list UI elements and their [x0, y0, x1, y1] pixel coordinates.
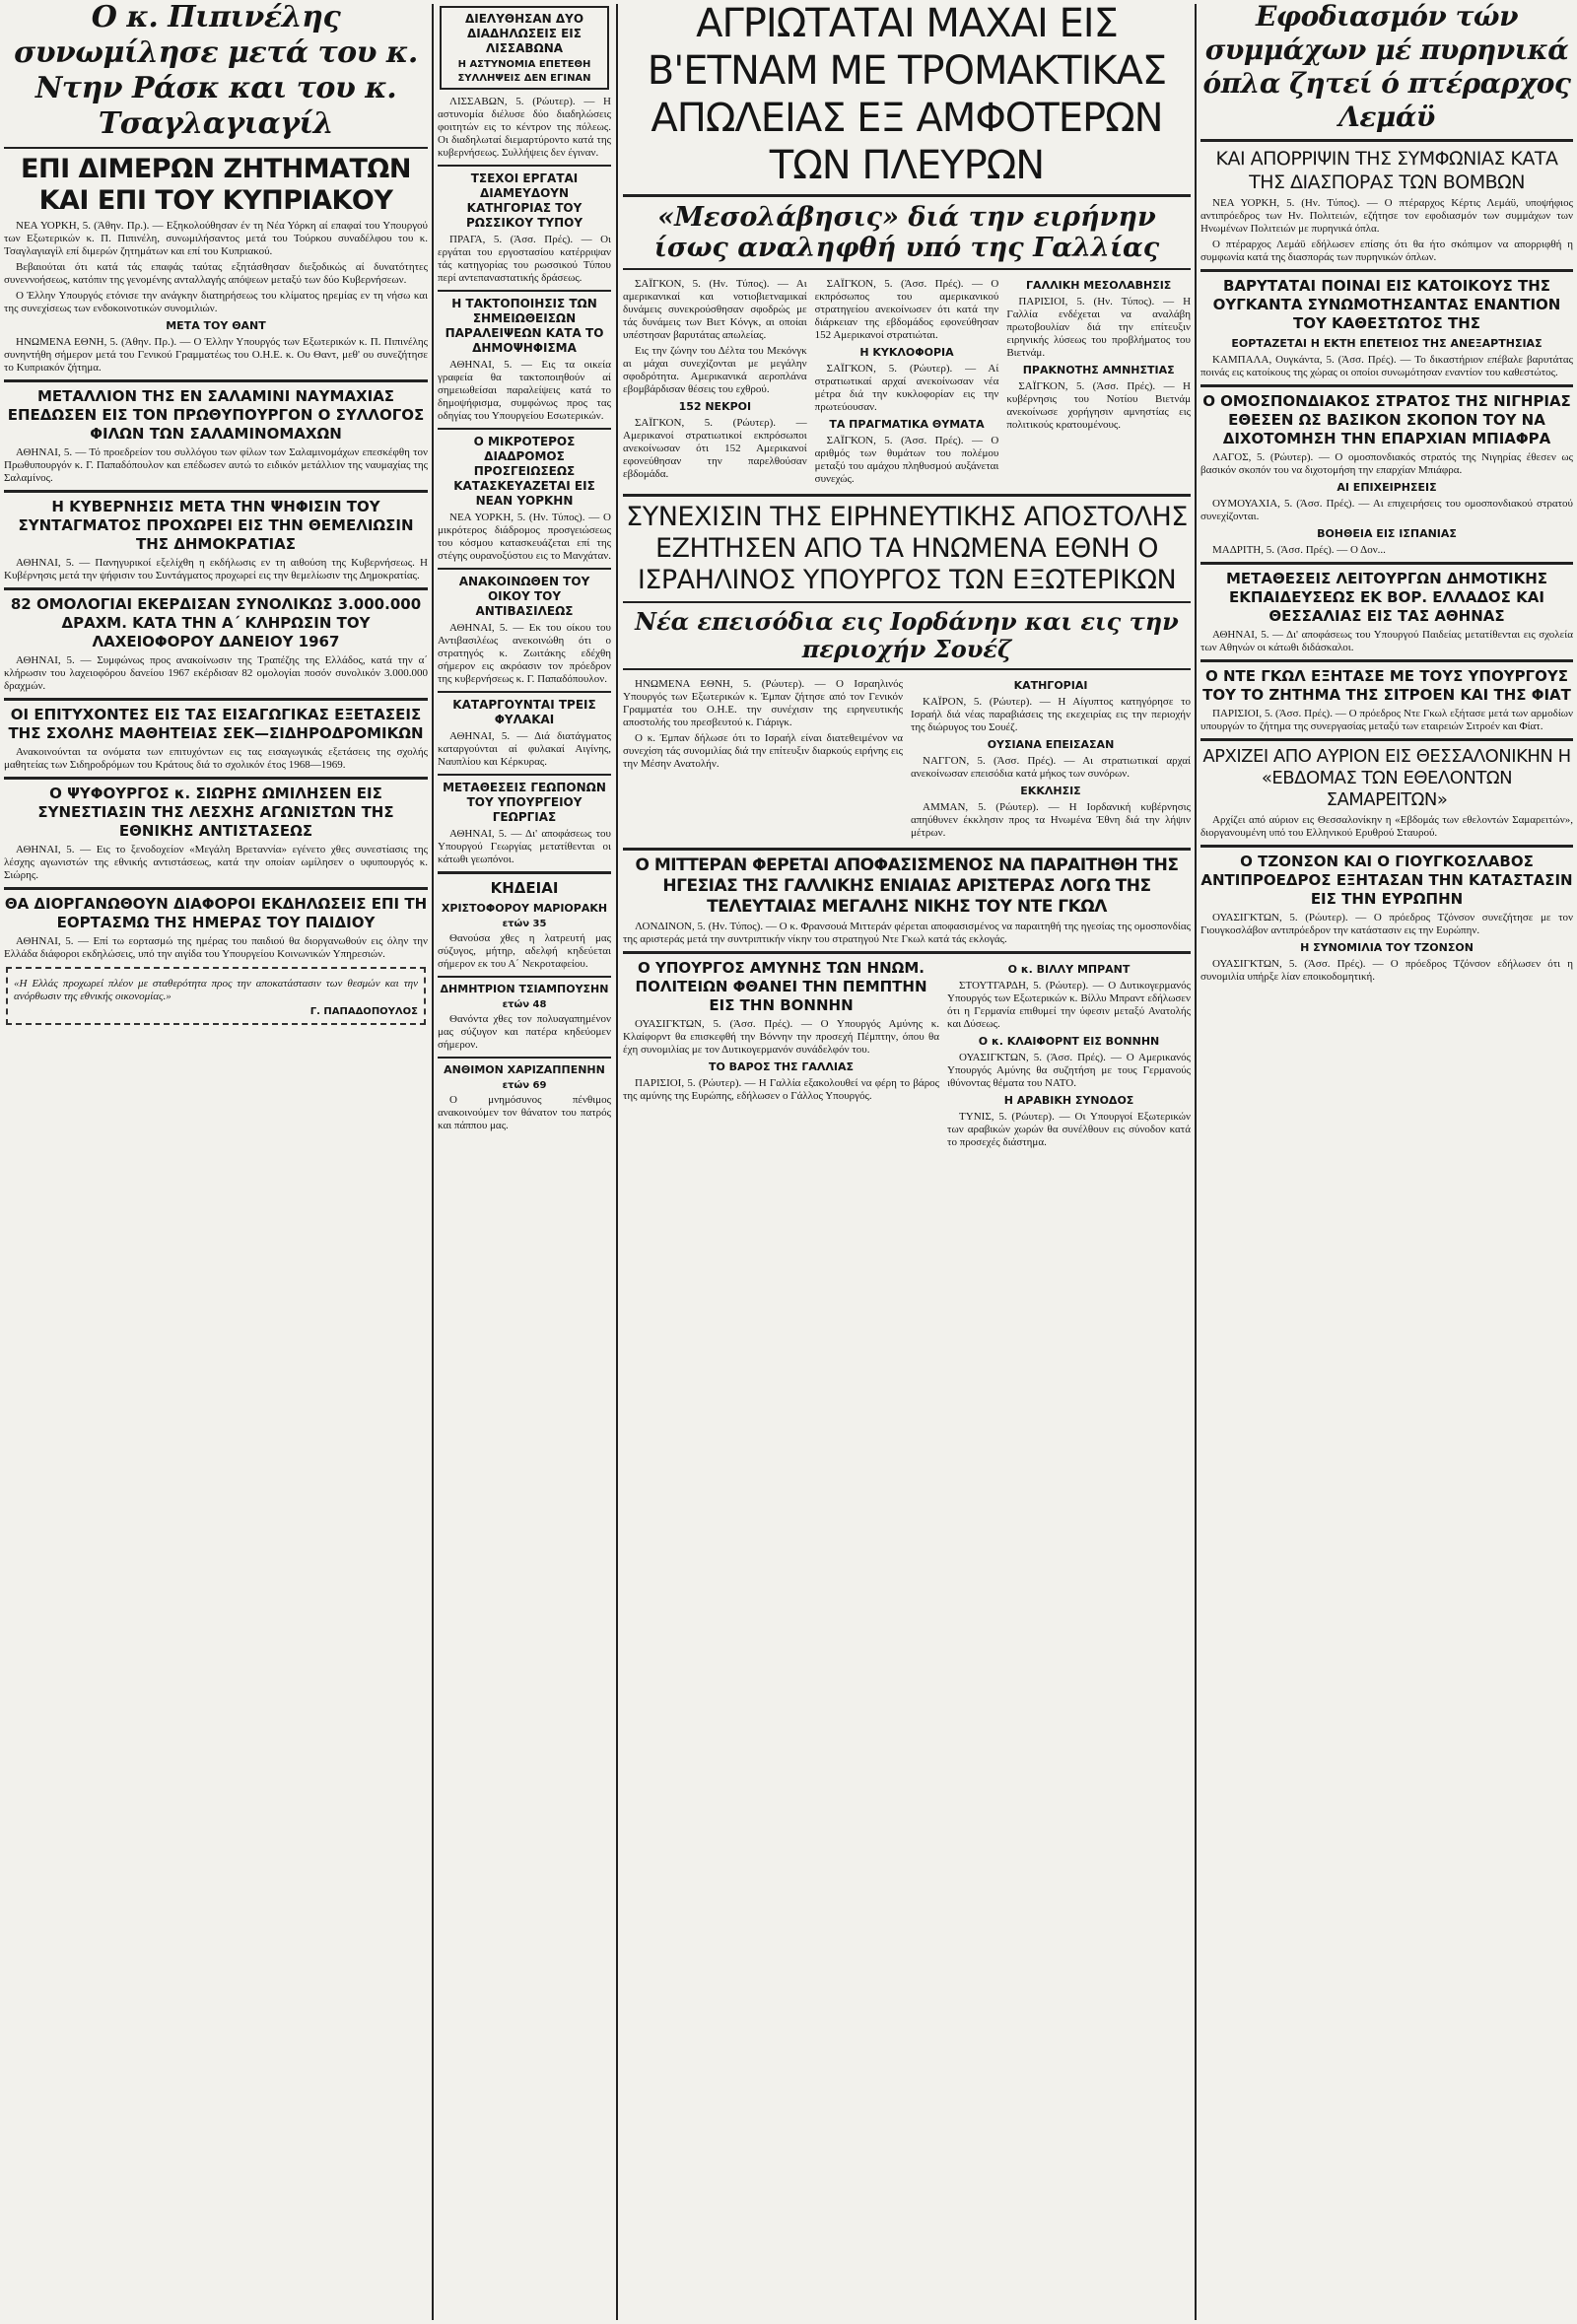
article-text: ΝΑΓΓΟΝ, 5. (Άσσ. Πρές). — Αι στρατιωτικαί αρχαί ανεκοίνωσαν επεισόδια κατά μήκος των συνόρων. [911, 755, 1191, 780]
article-text: ΣΑΪΓΚΟΝ, 5. (Ρώυτερ). — Αί στρατιωτικαί αρχαί ανεκοίνωσαν νέα μέτρα διά την κυκλοφορίαν εις την πρωτεύουσαν. [814, 363, 999, 413]
column-1 [4, 0, 428, 2324]
article-text: ΤΥΝΙΣ, 5. (Ρώυτερ). — Οι Υπουργοί Εξωτερικών των αραβικών χωρών θα συνέλθουν εις σύνοδον κατά το προσεχές διάστημα. [947, 1111, 1191, 1148]
section-subhead: Η ΚΥΚΛΟΦΟΡΙΑ [859, 346, 954, 359]
lower-article-columns [623, 959, 1191, 1152]
section-subhead: ΟΥΣΙΑΝΑ ΕΠΕΙΣΑΣΑΝ [987, 738, 1115, 751]
section-subhead: Ο κ. ΒΙΛΛΥ ΜΠΡΑΝΤ [1007, 963, 1131, 976]
headline-tito: Ο ΤΖΟΝΣΟΝ ΚΑΙ Ο ΓΙΟΥΓΚΟΣΛΑΒΟΣ ΑΝΤΙΠΡΟΕΔΡΟΣ ΕΞΗΤΑΣΑΝ ΤΗΝ ΚΑΤΑΣΤΑΣΙΝ ΕΙΣ ΤΗΝ ΕΥΡΩΠΗΝ [1200, 853, 1573, 908]
article-text: ΟΥΑΣΙΓΚΤΩΝ, 5. (Άσσ. Πρές). — Ο Αμερικανός Υπουργός Αμύνης θα συζητήση με τους Γερμανούς ιθύνοντας θέματα του ΝΑΤΟ. [947, 1052, 1191, 1089]
article-text: Βεβαιούται ότι κατά τάς επαφάς ταύτας εξητάσθησαν διεξοδικώς αί δυνατότητες συνεννοήσεως, κατόπιν της γενομένης ανταλλαγής απόψεων μεταξύ των δύο Κυβερνήσεων. [4, 261, 428, 286]
obituary-name: ΔΗΜΗΤΡΙΟΝ ΤΣΙΑΜΠΟΥΣΗΝ [440, 983, 609, 995]
article-text: ΣΑΪΓΚΟΝ, 5. (Ρώυτερ). — Αμερικανοί στρατιωτικοί εκπρόσωποι ανεκοίνωσαν ότι 152 Αμερικανοί εφονεύθησαν την παρελθούσαν εβδομάδα. [623, 417, 807, 480]
subheadline-israel: Νέα επεισόδια εις Ιορδάνην και εις την περιοχήν Σουέζ [635, 607, 1179, 663]
vietnam-col-a [623, 275, 807, 489]
headline-fylakai: ΚΑΤΑΡΓΟΥΝΤΑΙ ΤΡΕΙΣ ΦΥΛΑΚΑΙ [452, 698, 596, 726]
headline-ergates: ΤΣΕΧΟΙ ΕΡΓΑΤΑΙ ΔΙΑΜΕΥΔΟΥΝ ΚΑΤΗΓΟΡΙΑΣ ΤΟΥ ΡΩΣΣΙΚΟΥ ΤΥΠΟΥ [465, 171, 583, 230]
section-subhead: ΤΟ ΒΑΡΟΣ ΤΗΣ ΓΑΛΛΙΑΣ [708, 1060, 855, 1073]
article-text: ΟΥΑΣΙΓΚΤΩΝ, 5. (Άσσ. Πρές). — Ο πρόεδρος Τζόνσον εδήλωσεν ότι η συνομιλία υπήρξε λίαν εποικοδομητική. [1200, 958, 1573, 983]
vietnam-col-c [1006, 275, 1191, 489]
article-text: ΑΘΗΝΑΙ, 5. — Δι' αποφάσεως του Υπουργού Γεωργίας μετατίθενται οι κάτωθι γεωπόνοι. [438, 828, 611, 865]
section-subhead: ΤΑ ΠΡΑΓΜΑΤΙΚΑ ΘΥΜΑΤΑ [829, 418, 985, 431]
section-subhead: ΜΕΤΑ ΤΟΥ ΘΑΝΤ [166, 319, 266, 332]
article-text: ΑΘΗΝΑΙ, 5. — Εις το ξενοδοχείον «Μεγάλη Βρεταννία» εγένετο χθες συνεστίασις της λέσχης αγωνιστών της εθνικής αντιστάσεως, κατά την οποίαν ωμίλησεν ο υφυπουργός κ. Σιώρης. [4, 844, 428, 881]
section-subhead: ΓΑΛΛΙΚΗ ΜΕΣΟΛΑΒΗΣΙΣ [1026, 279, 1172, 292]
headline-kyvernisis: Η ΚΥΒΕΡΝΗΣΙΣ ΜΕΤΑ ΤΗΝ ΨΗΦΙΣΙΝ ΤΟΥ ΣΥΝΤΑΓΜΑΤΟΣ ΠΡΟΧΩΡΕΙ ΕΙΣ ΤΗΝ ΘΕΜΕΛΙΩΣΙΝ ΤΗΣ ΔΗΜΟΚΡΑΤΙΑΣ [18, 498, 414, 553]
subheadline-vietnam: «Μεσολάβησις» διά την ειρήνην ίσως αναληφθή υπό της Γαλλίας [653, 202, 1160, 263]
israel-col-a [623, 675, 903, 843]
headline-omologies: 82 ΟΜΟΛΟΓΙΑΙ ΕΚΕΡΔΙΣΑΝ ΣΥΝΟΛΙΚΩΣ 3.000.000 ΔΡΑΧΜ. ΚΑΤΑ ΤΗΝ Α΄ ΚΛΗΡΩΣΙΝ ΤΟΥ ΛΑΧΕΙΟΦΟΡΟΥ ΔΑΝΕΙΟΥ 1967 [10, 595, 422, 650]
article-text: ΣΤΟΥΤΓΑΡΔΗ, 5. (Ρώυτερ). — Ο Δυτικογερμανός Υπουργός των Εξωτερικών κ. Βίλλυ Μπραντ εδήλωσεν ότι η Γερμανία επιθυμεί την ύφεσιν μεταξύ Ανατολής και Δύσεως. [947, 980, 1191, 1030]
article-text: ΚΑΪΡΟΝ, 5. (Ρώυτερ). — Η Αίγυπτος κατηγόρησε το Ισραήλ διά νέας παραβιάσεις της εκεχειρίας εις την περιοχήν της διώρυγος του Σουέζ. [911, 696, 1191, 733]
article-text: ΑΘΗΝΑΙ, 5. — Συμφώνως προς ανακοίνωσιν της Τραπέζης της Ελλάδος, κατά την α΄ κλήρωσιν του λαχειοφόρου δανείου 1967 εκέρδισαν 82 ομολογίαι ποσόν συνολικόν 3.000.000 δραχμών. [4, 654, 428, 692]
headline-taktopoihsis: Η ΤΑΚΤΟΠΟΙΗΣΙΣ ΤΩΝ ΣΗΜΕΙΩΘΕΙΣΩΝ ΠΑΡΑΛΕΙΨΕΩΝ ΚΑΤΑ ΤΟ ΔΗΜΟΨΗΦΙΣΜΑ [445, 297, 604, 355]
article-text: ΟΥΜΟΥΑΧΙΑ, 5. (Άσσ. Πρές). — Αι επιχειρήσεις του ομοσπονδιακού στρατού συνεχίζονται. [1200, 498, 1573, 522]
article-text: ΑΘΗΝΑΙ, 5. — Εις τα οικεία γραφεία θα τακτοποιηθούν αί σημειωθείσαι παραλείψεις κατά το δημοψήφισμα, συμφώνως προς τας οδηγίας του Υπουργείου Εσωτερικών. [438, 359, 611, 422]
headline-khdeiai: ΚΗΔΕΙΑΙ [490, 879, 559, 897]
article-text: ΣΑΪΓΚΟΝ, 5. (Άσσ. Πρές). — Η κυβέρνησις του Νοτίου Βιετνάμ ανεκοίνωσε χορήγησιν αμνηστίας εις πολιτικούς κρατουμένους. [1006, 380, 1191, 431]
headline-salamina: ΜΕΤΑΛΛΙΟΝ ΤΗΣ ΕΝ ΣΑΛΑΜΙΝΙ ΝΑΥΜΑΧΙΑΣ ΕΠΕΔΩΣΕΝ ΕΙΣ ΤΟΝ ΠΡΩΘΥΠΟΥΡΓΟΝ Ο ΣΥΛΛΟΓΟΣ ΦΙΛΩΝ ΤΩΝ ΣΑΛΑΜΙΝΟΜΑΧΩΝ [7, 387, 425, 443]
article-text: Ανακοινούνται τα ονόματα των επιτυχόντων εις τας εισαγωγικάς εξετάσεις της σχολής μαθητείας των Σιδηροδρόμων του Κράτους διά το σχολικόν έτος 1968—1969. [4, 746, 428, 771]
column-rule [1195, 4, 1197, 2320]
subheadline-lemay: ΚΑΙ ΑΠΟΡΡΙΨΙΝ ΤΗΣ ΣΥΜΦΩΝΙΑΣ ΚΑΤΑ ΤΗΣ ΔΙΑΣΠΟΡΑΣ ΤΩΝ ΒΟΜΒΩΝ [1215, 148, 1558, 193]
section-subhead: Ο κ. ΚΛΑΙΦΟΡΝΤ ΕΙΣ ΒΟΝΝΗΝ [978, 1035, 1160, 1048]
article-text: ΑΘΗΝΑΙ, 5. — Πανηγυρικοί εξελίχθη η εκδήλωσις εν τη αιθούση της Κυβερνήσεως. Η Κυβέρνησις μετά την ψήφισιν του Συντάγματος προχωρεί εις την θεμελίωσιν της Δημοκρατίας. [4, 557, 428, 581]
vietnam-article-columns [623, 275, 1191, 489]
headline-sioris: Ο ΨΥΦΟΥΡΓΟΣ κ. ΣΙΩΡΗΣ ΩΜΙΛΗΣΕΝ ΕΙΣ ΣΥΝΕΣΤΙΑΣΙΝ ΤΗΣ ΛΕΣΧΗΣ ΑΓΩΝΙΣΤΩΝ ΤΗΣ ΕΘΝΙΚΗΣ ΑΝΤΙΣΤΑΣΕΩΣ [37, 785, 394, 840]
column-rule [432, 4, 434, 2320]
headline-vietnam: ΑΓΡΙΩΤΑΤΑΙ ΜΑΧΑΙ ΕΙΣ Β'ΕΤΝΑΜ ΜΕ ΤΡΟΜΑΚΤΙΚΑΣ ΑΠΩΛΕΙΑΣ ΕΞ ΑΜΦΟΤΕΡΩΝ ΤΩΝ ΠΛΕΥΡΩΝ [647, 1, 1167, 188]
headline-pipinelis: Ο κ. Πιπινέλης συνωμίλησε μετά του κ. Ντην Ράσκ και του κ. Τσαγλαγιαγίλ [14, 0, 418, 141]
headline-israel: ΣΥΝΕΧΙΣΙΝ ΤΗΣ ΕΙΡΗΝΕΥΤΙΚΗΣ ΑΠΟΣΤΟΛΗΣ ΕΖΗΤΗΣΕΝ ΑΠΟ ΤΑ ΗΝΩΜΕΝΑ ΕΘΝΗ Ο ΙΣΡΑΗΛΙΝΟΣ ΥΠΟΥΡΓΟΣ ΤΩΝ ΕΞΩΤΕΡΙΚΩΝ [626, 502, 1188, 595]
headline-gkol: Ο ΝΤΕ ΓΚΩΛ ΕΞΗΤΑΣΕ ΜΕ ΤΟΥΣ ΥΠΟΥΡΓΟΥΣ ΤΟΥ ΤΟ ΖΗΤΗΜΑ ΤΗΣ ΣΙΤΡΟΕΝ ΚΑΙ ΤΗΣ ΦΙΑΤ [1202, 667, 1571, 704]
headline-lemay: Εφοδιασμόν τών συμμάχων μέ πυρηνικά όπλα ζητεί ό πτέραρχος Λεμάϋ [1202, 0, 1571, 133]
headline-scholeia: ΜΕΤΑΘΕΣΕΙΣ ΛΕΙΤΟΥΡΓΩΝ ΔΗΜΟΤΙΚΗΣ ΕΚΠΑΙΔΕΥΣΕΩΣ ΕΚ ΒΟΡ. ΕΛΛΑΔΟΣ ΚΑΙ ΘΕΣΣΑΛΙΑΣ ΕΙΣ ΤΑΣ ΑΘΗΝΑΣ [1226, 570, 1547, 625]
section-subhead: ΒΟΗΘΕΙΑ ΕΙΣ ΙΣΠΑΝΙΑΣ [1317, 527, 1457, 540]
quote-signature: Γ. ΠΑΠΑΔΟΠΟΥΛΟΣ [309, 1006, 418, 1017]
article-text: Ο πτέραρχος Λεμάϋ εδήλωσεν επίσης ότι θα ήτο σκόπιμον να απορριφθή η συμφωνία κατά της διασποράς των πυρηνικών όπλων. [1200, 239, 1573, 263]
article-text: ΠΑΡΙΣΙΟΙ, 5. (Άσσ. Πρές). — Ο πρόεδρος Ντε Γκωλ εξήτασε μετά των αρμοδίων υπουργών το ζήτημα της συνεργασίας μεταξύ των εταιρειών Σιτροέν και Φίατ. [1200, 708, 1573, 732]
article-text: ΝΕΑ ΥΟΡΚΗ, 5. (Άθην. Πρ.). — Εξηκολούθησαν έν τη Νέα Υόρκη αί επαφαί του Υπουργού των Εξωτερικών κ. Π. Πιπινέλη, συνωμιλήσαντος μετά του Τούρκου συναδέλφου του κ. Τσαγλαγιαγίλ επί διμερών ζητημάτων και επί του Κυπριακού. [4, 220, 428, 257]
subhead-oygkanta: ΕΟΡΤΑΖΕΤΑΙ Η ΕΚΤΗ ΕΠΕΤΕΙΟΣ ΤΗΣ ΑΝΕΞΑΡΤΗΣΙΑΣ [1231, 337, 1543, 350]
article-text: ΗΝΩΜΕΝΑ ΕΘΝΗ, 5. (Άθην. Πρ.). — Ο Έλλην Υπουργός των Εξωτερικών κ. Π. Πιπινέλης συνηντήθη σήμερον μετά του Γενικού Γραμματέως του Ο.Η.Ε. κ. Ου Θαντ, μεθ' ου συνεζήτησε το Κυπριακόν ζήτημα. [4, 336, 428, 374]
article-text: ΟΥΑΣΙΓΚΤΩΝ, 5. (Άσσ. Πρές). — Ο Υπουργός Αμύνης κ. Κλαίφορντ θα επισκεφθή την Βόννην την προσεχή Πέμπτην, όπου θα έχη συνομιλίας με τον Δυτικογερμανόν συνάδελφόν του. [623, 1018, 940, 1056]
section-subhead: ΑΙ ΕΠΙΧΕΙΡΗΣΕΙΣ [1337, 481, 1437, 494]
headline-diadromos: Ο ΜΙΚΡΟΤΕΡΟΣ ΔΙΑΔΡΟΜΟΣ ΠΡΟΣΓΕΙΩΣΕΩΣ ΚΑΤΑΣΚΕΥΑΖΕΤΑΙ ΕΙΣ ΝΕΑΝ ΥΟΡΚΗΝ [453, 435, 595, 508]
article-text: ΑΘΗΝΑΙ, 5. — Εκ του οίκου του Αντιβασιλέως ανεκοινώθη ότι ο στρατηγός κ. Ζωιτάκης εδέχθη σήμερον εις ακρόασιν τον πρόεδρον της κυβερνήσεως κ. Γ. Παπαδόπουλον. [438, 622, 611, 685]
column-2 [438, 0, 611, 2324]
article-text: ΛΟΝΔΙΝΟΝ, 5. (Ην. Τύπος). — Ο κ. Φρανσουά Μιττεράν φέρεται αποφασισμένος να παραιτηθή της ηγεσίας της ομοσπονδίας της αριστεράς μετά την συντριπτικήν νίκην του στρατηγού Ντε Γκωλ κατά τάς εκλογάς. [623, 921, 1191, 945]
lower-col-a [623, 959, 939, 1152]
obituary-age: ετών 69 [502, 1080, 547, 1091]
article-text: ΣΑΪΓΚΟΝ, 5. (Άσσ. Πρές). — Ο εκπρόσωπος του αμερικανικού στρατηγείου ανεκοίνωσεν ότι κατά την διάρκειαν της εβδομάδος εφονεύθησαν 152 Αμερικανοί στρατιώται. [814, 278, 999, 341]
section-subhead: ΚΑΤΗΓΟΡΙΑΙ [1013, 679, 1088, 692]
article-text: ΠΡΑΓΑ, 5. (Άσσ. Πρές). — Οι εργάται του εργοστασίου κατέρριψαν τάς κατηγορίας του ρωσσικού Τύπου περί αντεπαναστατικής δράσεως. [438, 234, 611, 284]
column-4 [1200, 0, 1573, 2324]
lower-col-b [947, 959, 1191, 1152]
section-subhead: 152 ΝΕΚΡΟΙ [678, 400, 752, 413]
section-subhead: ΠΡΑΚΝΟΤΗΣ ΑΜΝΗΣΤΙΑΣ [1022, 364, 1175, 376]
column-3 [623, 0, 1191, 2324]
israel-col-b [911, 675, 1191, 843]
article-text: ΣΑΪΓΚΟΝ, 5. (Άσσ. Πρές). — Ο αριθμός των θυμάτων του πολέμου μεταξύ του αμάχου πληθυσμού αυξάνεται συνεχώς. [814, 435, 999, 485]
headline-paidiou: ΘΑ ΔΙΟΡΓΑΝΩΘΟΥΝ ΔΙΑΦΟΡΟΙ ΕΚΔΗΛΩΣΕΙΣ ΕΠΙ ΤΗ ΕΟΡΤΑΣΜΩ ΤΗΣ ΗΜΕΡΑΣ ΤΟΥ ΠΑΙΔΙΟΥ [4, 895, 428, 931]
article-text: ΝΕΑ ΥΟΡΚΗ, 5. (Ην. Τύπος). — Ο μικρότερος διάδρομος προσγειώσεως του κόσμου κατασκευάζεται επί της στέγης ουρανοξύστου εις το Μανχάταν. [438, 512, 611, 562]
article-text: ΣΑΪΓΚΟΝ, 5. (Ην. Τύπος). — Αι αμερικανικαί και νοτιοβιετναμικαί δυνάμεις συνεκρούσθησαν σφοδρώς με τάς δυνάμεις των Βιετ Κόνγκ, αι οποίαι υπέστησαν βαρυτάτας απωλείας. [623, 278, 807, 341]
subhead-lisbon: Η ΑΣΤΥΝΟΜΙΑ ΕΠΕΤΕΘΗ [457, 59, 591, 70]
headline-vonn: Ο ΥΠΟΥΡΓΟΣ ΑΜΥΝΗΣ ΤΩΝ ΗΝΩΜ. ΠΟΛΙΤΕΙΩΝ ΦΘΑΝΕΙ ΤΗΝ ΠΕΜΠΤΗΝ ΕΙΣ ΤΗΝ ΒΟΝΝΗΝ [635, 959, 927, 1014]
article-text: Εις την ζώνην του Δέλτα του Μεκόνγκ αι μάχαι συνεχίζονται με μεγάλην σφοδρότητα. Αμερικανικά αεροπλάνα εβομβάρδισαν θέσεις του εχθρού. [623, 345, 807, 395]
headline-geoponoi: ΜΕΤΑΘΕΣΕΙΣ ΓΕΩΠΟΝΩΝ ΤΟΥ ΥΠΟΥΡΓΕΙΟΥ ΓΕΩΡΓΙΑΣ [443, 781, 606, 824]
headline-oikos: ΑΝΑΚΟΙΝΩΘΕΝ ΤΟΥ ΟΙΚΟΥ ΤΟΥ ΑΝΤΙΒΑΣΙΛΕΩΣ [458, 575, 590, 618]
obituary-age: ετών 35 [502, 919, 547, 929]
article-text: Ο κ. Έμπαν δήλωσε ότι το Ισραήλ είναι διατεθειμένον να συνεχίση τάς συνομιλίας διά την επίτευξιν διαρκούς ειρήνης εις την Μέσην Ανατολήν. [623, 732, 903, 770]
subhead-lisbon-2: ΣΥΛΛΗΨΕΙΣ ΔΕΝ ΕΓΙΝΑΝ [457, 73, 591, 84]
quote-text: «Η Ελλάς προχωρεί πλέον με σταθερότητα προς την αποκατάστασιν των θεσμών και την ανόρθωσιν της εθνικής οικονομίας.» [14, 978, 418, 1002]
vietnam-col-b [815, 275, 999, 489]
article-text: ΚΑΜΠΑΛΑ, Ουγκάντα, 5. (Άσσ. Πρές). — Το δικαστήριον επέβαλε βαρυτάτας ποινάς εις κατοίκους της χώρας οι οποίοι συνωμότησαν εναντίον του καθεστώτος. [1200, 354, 1573, 378]
section-subhead: ΕΚΚΛΗΣΙΣ [1020, 785, 1081, 797]
obituary-age: ετών 48 [502, 999, 547, 1010]
headline-oygkanta: ΒΑΡΥΤΑΤΑΙ ΠΟΙΝΑΙ ΕΙΣ ΚΑΤΟΙΚΟΥΣ ΤΗΣ ΟΥΓΚΑΝΤΑ ΣΥΝΩΜΟΤΗΣΑΝΤΑΣ ΕΝΑΝΤΙΟΝ ΤΟΥ ΚΑΘΕΣΤΩΤΟΣ ΤΗΣ [1212, 277, 1561, 332]
article-text: ΗΝΩΜΕΝΑ ΕΘΝΗ, 5. (Ρώυτερ). — Ο Ισραηλινός Υπουργός των Εξωτερικών κ. Έμπαν ζήτησε από τον Γενικόν Γραμματέα του Ο.Η.Ε. την συνέχισιν της ειρηνευτικής αποστολής του πρεσβευτού κ. Γιάριγκ. [623, 678, 903, 728]
obituary-text: Θανούσα χθες η λατρευτή μας σύζυγος, μήτηρ, αδελφή κηδεύεται σήμερον εκ του Α΄ Νεκροταφείου. [438, 932, 611, 970]
article-text: ΛΑΓΟΣ, 5. (Ρώυτερ). — Ο ομοσπονδιακός στρατός της Νιγηρίας έθεσεν ως βασικόν σκοπόν του να διχοτομήση την επαρχίαν Μπιάφρα. [1200, 451, 1573, 476]
obituary-name: ΧΡΙΣΤΟΦΟΡΟΥ ΜΑΡΙΟΡΑΚΗ [441, 902, 608, 915]
article-text: ΑΘΗΝΑΙ, 5. — Τό προεδρείον του συλλόγου των φίλων των Σαλαμινομάχων επεσκέφθη τον Πρωθυπουργόν κ. Γ. Παπαδόπουλον και επέδωσεν αυτώ το ειδικόν μετάλλιον της ναυμαχίας της Σαλαμίνος. [4, 446, 428, 484]
obituary-text: Ο μνημόσυνος πένθιμος ανακοινούμεν τον θάνατον του πατρός και πάππου μας. [438, 1094, 611, 1131]
article-text: Αρχίζει από αύριον εις Θεσσαλονίκην η «Εβδομάς των εθελοντών Σαμαρειτών», διοργανουμένη υπό του Ελληνικού Ερυθρού Σταυρού. [1200, 814, 1573, 839]
headline-mitteran: Ο ΜΙΤΤΕΡΑΝ ΦΕΡΕΤΑΙ ΑΠΟΦΑΣΙΣΜΕΝΟΣ ΝΑ ΠΑΡΑΙΤΗΘΗ ΤΗΣ ΗΓΕΣΙΑΣ ΤΗΣ ΓΑΛΛΙΚΗΣ ΕΝΙΑΙΑΣ ΑΡΙΣΤΕΡΑΣ ΛΟΓΩ ΤΗΣ ΤΕΛΕΥΤΑΙΑΣ ΜΕΓΑΛΗΣ ΝΙΚΗΣ ΤΟΥ ΝΤΕ ΓΚΩΛ [635, 855, 1179, 917]
article-text: ΠΑΡΙΣΙΟΙ, 5. (Ρώυτερ). — Η Γαλλία εξακολουθεί να φέρη το βάρος της αμύνης της Ευρώπης, εδήλωσεν ο Γάλλος Υπουργός. [623, 1077, 940, 1102]
article-text: ΑΘΗΝΑΙ, 5. — Δι' αποφάσεως του Υπουργού Παιδείας μετατίθενται εις σχολεία των Αθηνών οι κάτωθι διδάσκαλοι. [1200, 629, 1573, 653]
headline-nigeria: Ο ΟΜΟΣΠΟΝΔΙΑΚΟΣ ΣΤΡΑΤΟΣ ΤΗΣ ΝΙΓΗΡΙΑΣ ΕΘΕΣΕΝ ΩΣ ΒΑΣΙΚΟΝ ΣΚΟΠΟΝ ΤΟΥ ΝΑ ΔΙΧΟΤΟΜΗΣΗ ΤΗΝ ΕΠΑΡΧΙΑΝ ΜΠΙΑΦΡΑ [1202, 392, 1571, 447]
israel-article-columns [623, 675, 1191, 843]
obituary-name: ΑΝΘΙΜΟΝ ΧΑΡΙΖΑΠΠΕΝΗΝ [444, 1063, 605, 1076]
article-text: ΛΙΣΣΑΒΩΝ, 5. (Ρώυτερ). — Η αστυνομία διέλυσε δύο διαδηλώσεις φοιτητών εις το κέντρον της πόλεως. Οι διαδηλωταί διεμαρτύροντο κατά της κυβερνήσεως. Συλλήψεις δεν έγιναν. [438, 96, 611, 159]
headline-epityxontes: ΟΙ ΕΠΙΤΥΧΟΝΤΕΣ ΕΙΣ ΤΑΣ ΕΙΣΑΓΩΓΙΚΑΣ ΕΞΕΤΑΣΕΙΣ ΤΗΣ ΣΧΟΛΗΣ ΜΑΘΗΤΕΙΑΣ ΣΕΚ—ΣΙΔΗΡΟΔΡΟΜΙΚΩΝ [8, 706, 424, 742]
column-rule [616, 4, 618, 2320]
article-text: Ο Έλλην Υπουργός ετόνισε την ανάγκην διατηρήσεως του κλίματος ηρεμίας εν τη νήσω και της συνεχίσεως των ενδοκοινοτικών συνομιλιών. [4, 290, 428, 314]
article-text: ΝΕΑ ΥΟΡΚΗ, 5. (Ην. Τύπος). — Ο πτέραρχος Κέρτις Λεμάϋ, υποψήφιος αντιπρόεδρος των Ην. Πολιτειών, εζήτησε τον εφοδιασμόν των συμμάχων των Ηνωμένων Πολιτειών με πυρηνικά όπλα. [1200, 197, 1573, 235]
article-text: ΑΜΜΑΝ, 5. (Ρώυτερ). — Η Ιορδανική κυβέρνησις απηύθυνεν έκκλησιν προς τα Ηνωμένα Έθνη διά την λήψιν μέτρων. [911, 801, 1191, 839]
article-text: ΟΥΑΣΙΓΚΤΩΝ, 5. (Ρώυτερ). — Ο πρόεδρος Τζόνσον συνεζήτησε με τον Γιουγκοσλάβον αντιπρόεδρον την κατάστασιν εις την Ευρώπην. [1200, 912, 1573, 936]
subheadline-pipinelis: ΕΠΙ ΔΙΜΕΡΩΝ ΖΗΤΗΜΑΤΩΝ ΚΑΙ ΕΠΙ ΤΟΥ ΚΥΠΡΙΑΚΟΥ [21, 154, 411, 216]
article-text: ΑΘΗΝΑΙ, 5. — Επί τω εορτασμώ της ημέρας του παιδιού θα διοργανωθούν εις όλην την Ελλάδα διάφοροι εκδηλώσεις, υπό την αιγίδα του Υπουργείου Κοινωνικών Υπηρεσιών. [4, 935, 428, 960]
headline-samareites: ΑΡΧΙΖΕΙ ΑΠΟ ΑΥΡΙΟΝ ΕΙΣ ΘΕΣΣΑΛΟΝΙΚΗΝ Η «ΕΒΔΟΜΑΣ ΤΩΝ ΕΘΕΛΟΝΤΩΝ ΣΑΜΑΡΕΙΤΩΝ» [1202, 746, 1571, 810]
obituary-text: Θανόντα χθες τον πολυαγαπημένον μας σύζυγον και πατέρα κηδεύομεν σήμερον. [438, 1013, 611, 1051]
article-text: ΑΘΗΝΑΙ, 5. — Διά διατάγματος καταργούνται αί φυλακαί Αιγίνης, Ναυπλίου και Κέρκυρας. [438, 730, 611, 768]
section-subhead: Η ΣΥΝΟΜΙΛΙΑ ΤΟΥ ΤΖΟΝΣΟΝ [1300, 941, 1474, 954]
article-text: ΠΑΡΙΣΙΟΙ, 5. (Ην. Τύπος). — Η Γαλλία ενδέχεται να αναλάβη πρωτοβουλίαν διά την επίτευξιν ειρηνικής λύσεως του προβλήματος του Βιετνάμ. [1006, 296, 1191, 359]
headline-lisbon: ΔΙΕΛΥΘΗΣΑΝ ΔΥΟ ΔΙΑΔΗΛΩΣΕΙΣ ΕΙΣ ΛΙΣΣΑΒΩΝΑ [464, 12, 584, 55]
article-text: ΜΑΔΡΙΤΗ, 5. (Άσσ. Πρές). — Ο Δον... [1212, 544, 1386, 556]
section-subhead: Η ΑΡΑΒΙΚΗ ΣΥΝΟΔΟΣ [1003, 1094, 1134, 1107]
quote-box [6, 967, 426, 1025]
